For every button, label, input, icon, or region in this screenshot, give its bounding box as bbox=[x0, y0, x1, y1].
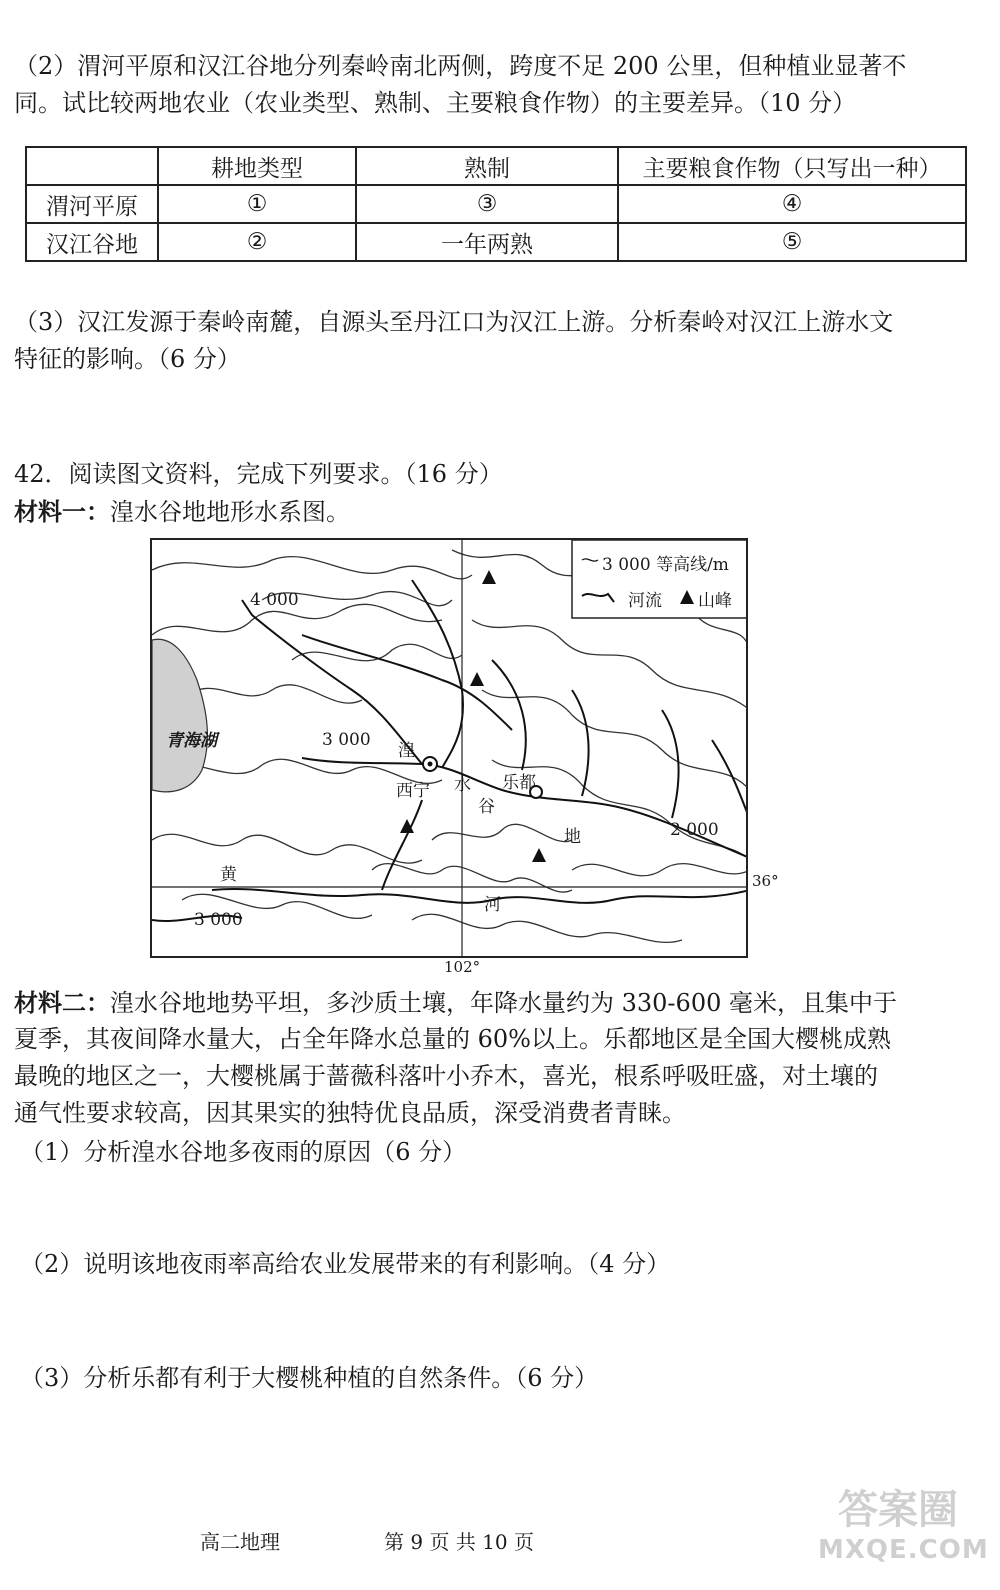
peak-icon bbox=[470, 672, 484, 686]
table-cell: ④ bbox=[618, 185, 966, 223]
contour-line bbox=[372, 864, 572, 892]
table-header-cell: 主要粮食作物（只写出一种） bbox=[618, 147, 966, 185]
table-row bbox=[26, 185, 966, 223]
table-header-cell bbox=[26, 147, 158, 185]
material1-label: 材料一： bbox=[14, 497, 110, 526]
table-header-cell: 熟制 bbox=[356, 147, 618, 185]
valley-label-char: 地 bbox=[564, 827, 581, 847]
city-icon bbox=[428, 762, 433, 767]
material2-text: 湟水谷地地势平坦，多沙质土壤，年降水量约为 330-600 毫米，且集中于 bbox=[110, 989, 897, 1017]
valley-label-char: 谷 bbox=[478, 797, 495, 817]
q42-title: 42．阅读图文资料，完成下列要求。（16 分） bbox=[14, 460, 503, 488]
footer-page: 第 9 页 共 10 页 bbox=[384, 1530, 534, 1554]
table-header-cell: 耕地类型 bbox=[158, 147, 356, 185]
sub-question-2: （2）说明该地夜雨率高给农业发展带来的有利影响。（4 分） bbox=[20, 1250, 671, 1278]
yellow-river-char: 黄 bbox=[220, 865, 237, 885]
comparison-table bbox=[25, 146, 967, 262]
city-label-xining: 西宁 bbox=[396, 781, 430, 801]
table-cell: ② bbox=[158, 223, 356, 261]
contour-label-4000: 4 000 bbox=[250, 590, 299, 610]
peak-icon bbox=[482, 570, 496, 584]
river-tributary bbox=[412, 580, 463, 768]
sub-question-1: （1）分析湟水谷地多夜雨的原因（6 分） bbox=[20, 1138, 467, 1166]
contour-line bbox=[152, 834, 422, 863]
lake-shape bbox=[152, 639, 207, 792]
material2-line: 最晚的地区之一，大樱桃属于蔷薇科落叶小乔木，喜光，根系呼吸旺盛，对土壤的 bbox=[14, 1062, 878, 1090]
q3-line2: 特征的影响。（6 分） bbox=[14, 345, 241, 373]
watermark-text: 答案圈 bbox=[838, 1487, 958, 1533]
q2-line1: （2）渭河平原和汉江谷地分列秦岭南北两侧，跨度不足 200 公里，但种植业显著不 bbox=[14, 52, 907, 80]
contour-line bbox=[432, 824, 572, 841]
contour-line bbox=[572, 864, 748, 876]
city-label-ledu: 乐都 bbox=[502, 773, 536, 793]
contour-line bbox=[472, 620, 748, 710]
huangshui-valley-map bbox=[150, 538, 748, 958]
table-cell: ⑤ bbox=[618, 223, 966, 261]
latitude-label: 36° bbox=[752, 872, 779, 890]
material2-line: 夏季，其夜间降水量大，占全年降水总量的 60%以上。乐都地区是全国大樱桃成熟 bbox=[14, 1025, 891, 1053]
river-tributary bbox=[382, 800, 422, 890]
contour-line bbox=[182, 685, 362, 703]
legend-contour-label: 3 000 等高线/m bbox=[602, 555, 729, 575]
lake-label: 青海湖 bbox=[166, 731, 217, 751]
q3-line1: （3）汉江发源于秦岭南麓，自源头至丹江口为汉江上游。分析秦岭对汉江上游水文 bbox=[14, 308, 894, 336]
legend-river-label: 河流 bbox=[628, 591, 662, 611]
yellow-river-char: 河 bbox=[484, 895, 501, 915]
contour-label-2000: 2 000 bbox=[670, 820, 719, 840]
table-cell: 汉江谷地 bbox=[26, 223, 158, 261]
contour-line bbox=[412, 914, 682, 942]
watermark-logo bbox=[818, 1478, 989, 1578]
river-tributary bbox=[662, 710, 679, 818]
table-cell: ③ bbox=[356, 185, 618, 223]
legend-peak-label: 山峰 bbox=[698, 591, 732, 611]
contour-label-3000: 3 000 bbox=[322, 730, 371, 750]
valley-label-char: 湟 bbox=[398, 741, 415, 761]
material2-label: 材料二： bbox=[14, 988, 110, 1017]
material2-line: 通气性要求较高，因其果实的独特优良品质，深受消费者青睐。 bbox=[14, 1099, 686, 1127]
table-row bbox=[26, 223, 966, 261]
yellow-river bbox=[212, 889, 748, 903]
material1 bbox=[14, 493, 944, 531]
material2-line bbox=[14, 984, 944, 1022]
valley-label-char: 水 bbox=[454, 775, 471, 795]
table-header-row bbox=[26, 147, 966, 185]
q2-line2: 同。试比较两地农业（农业类型、熟制、主要粮食作物）的主要差异。（10 分） bbox=[14, 89, 857, 117]
contour-line bbox=[152, 557, 472, 579]
river-tributary bbox=[572, 690, 589, 796]
river-tributary bbox=[712, 740, 748, 820]
material1-text: 湟水谷地地形水系图。 bbox=[110, 498, 350, 526]
watermark-url: MXQE.COM bbox=[818, 1535, 989, 1565]
longitude-label: 102° bbox=[444, 958, 481, 976]
peak-icon bbox=[532, 848, 546, 862]
table-cell: 一年两熟 bbox=[356, 223, 618, 261]
sub-question-3: （3）分析乐都有利于大樱桃种植的自然条件。（6 分） bbox=[20, 1364, 599, 1392]
table-cell: ① bbox=[158, 185, 356, 223]
table-cell: 渭河平原 bbox=[26, 185, 158, 223]
footer-subject: 高二地理 bbox=[200, 1530, 280, 1554]
contour-label-3000: 3 000 bbox=[194, 910, 243, 930]
